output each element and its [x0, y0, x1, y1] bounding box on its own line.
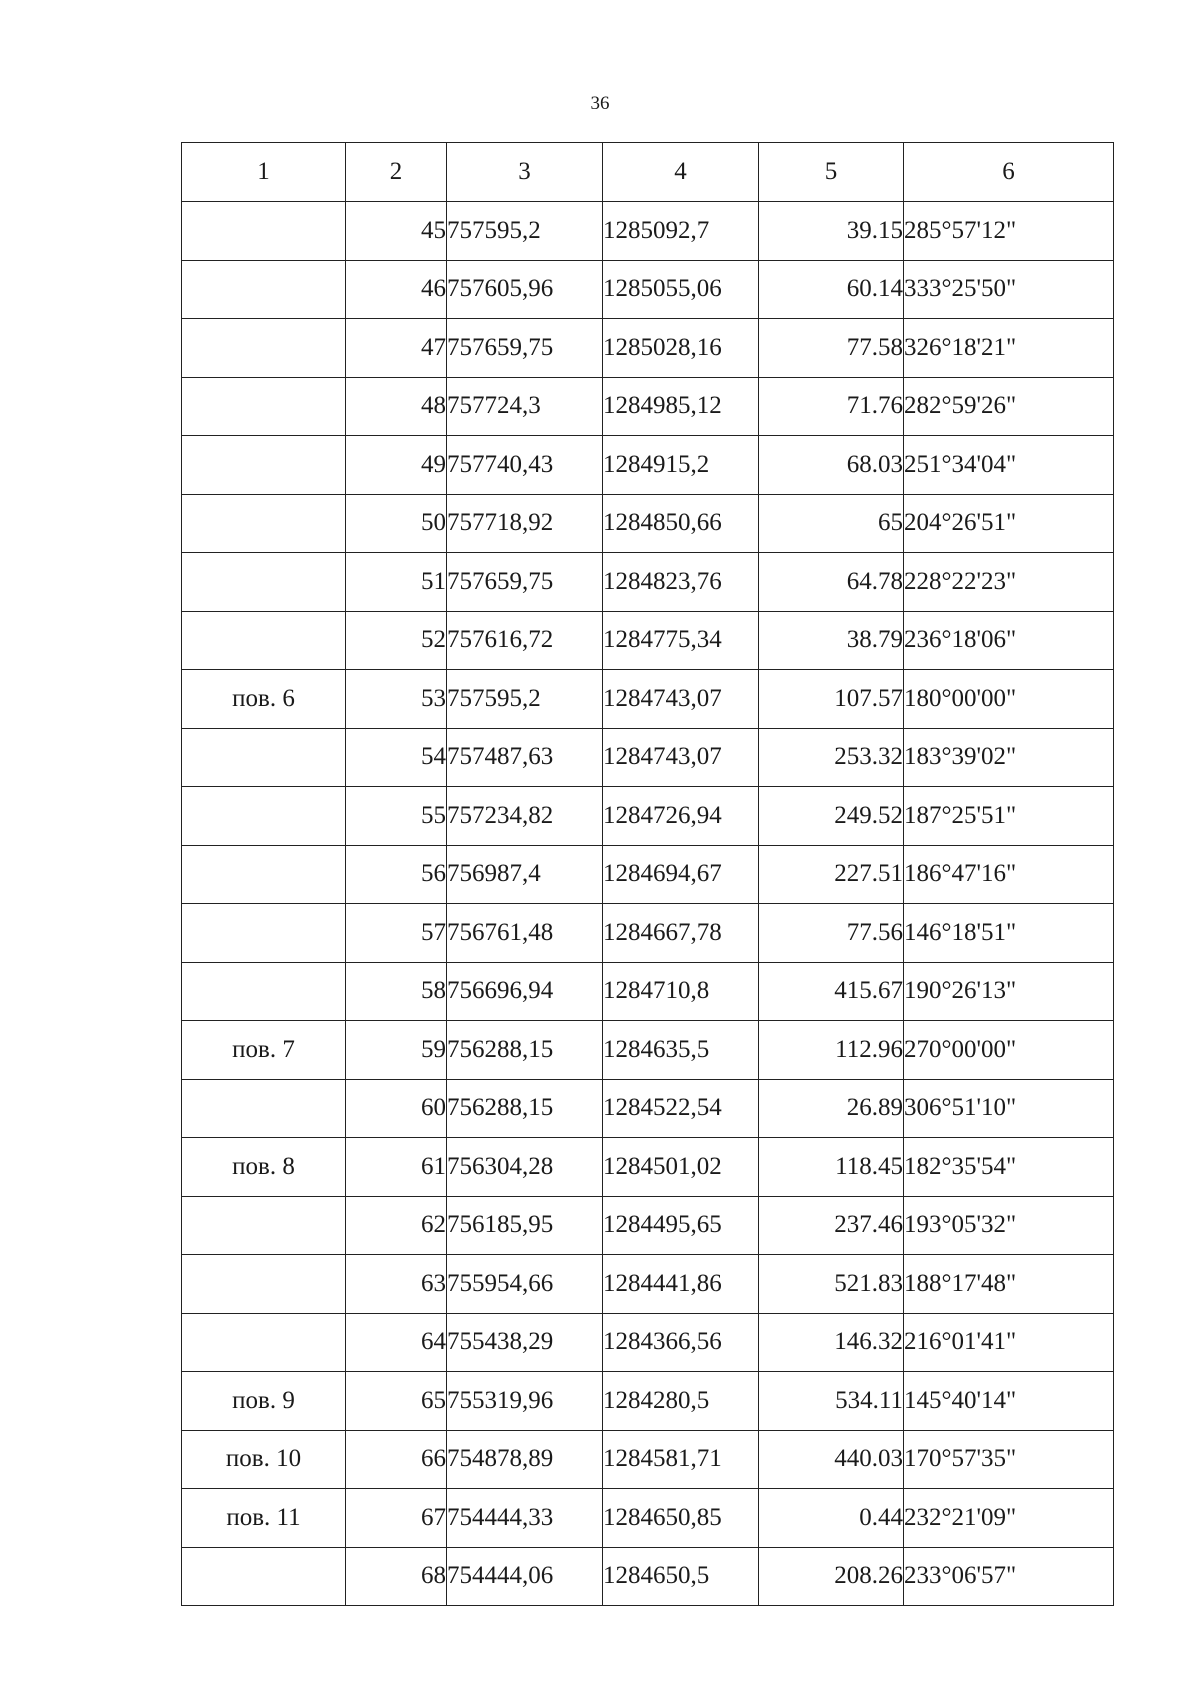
cell-distance: 68.03	[759, 436, 904, 495]
cell-point-number: 57	[346, 904, 447, 963]
cell-distance: 146.32	[759, 1313, 904, 1372]
cell-coord-y: 1285055,06	[603, 260, 759, 319]
cell-distance: 249.52	[759, 787, 904, 846]
cell-point-number: 47	[346, 319, 447, 378]
table-row	[182, 611, 1114, 670]
cell-coord-x: 754444,06	[447, 1547, 603, 1606]
table-row	[182, 1138, 1114, 1197]
cell-bearing: 251°34'04"	[904, 436, 1114, 495]
cell-coord-y: 1284710,8	[603, 962, 759, 1021]
table-row	[182, 1255, 1114, 1314]
cell-coord-x: 756696,94	[447, 962, 603, 1021]
cell-distance: 60.14	[759, 260, 904, 319]
cell-coord-x: 757234,82	[447, 787, 603, 846]
cell-coord-x: 756761,48	[447, 904, 603, 963]
cell-coord-y: 1284667,78	[603, 904, 759, 963]
cell-coord-y: 1284985,12	[603, 377, 759, 436]
cell-point-number: 45	[346, 202, 447, 261]
table-row	[182, 319, 1114, 378]
cell-bearing: 188°17'48"	[904, 1255, 1114, 1314]
cell-distance: 38.79	[759, 611, 904, 670]
table-row	[182, 1021, 1114, 1080]
cell-distance: 534.11	[759, 1372, 904, 1431]
cell-turn-label	[182, 1313, 346, 1372]
cell-bearing: 270°00'00"	[904, 1021, 1114, 1080]
table-row	[182, 1489, 1114, 1548]
cell-bearing: 326°18'21"	[904, 319, 1114, 378]
cell-turn-label	[182, 904, 346, 963]
cell-point-number: 67	[346, 1489, 447, 1548]
cell-turn-label	[182, 611, 346, 670]
cell-point-number: 54	[346, 728, 447, 787]
cell-distance: 415.67	[759, 962, 904, 1021]
table-row	[182, 1547, 1114, 1606]
cell-coord-x: 754444,33	[447, 1489, 603, 1548]
cell-bearing: 190°26'13"	[904, 962, 1114, 1021]
cell-bearing: 228°22'23"	[904, 553, 1114, 612]
header-col-2: 2	[346, 143, 447, 202]
page-number: 36	[590, 93, 610, 114]
cell-coord-y: 1284915,2	[603, 436, 759, 495]
table-row	[182, 494, 1114, 553]
cell-coord-x: 757595,2	[447, 202, 603, 261]
cell-bearing: 186°47'16"	[904, 845, 1114, 904]
cell-coord-y: 1284635,5	[603, 1021, 759, 1080]
cell-turn-label	[182, 1547, 346, 1606]
cell-coord-y: 1284581,71	[603, 1430, 759, 1489]
header-col-1: 1	[182, 143, 346, 202]
cell-turn-label	[182, 787, 346, 846]
cell-coord-y: 1284850,66	[603, 494, 759, 553]
cell-coord-x: 755438,29	[447, 1313, 603, 1372]
table-header	[182, 143, 1114, 202]
table-row	[182, 962, 1114, 1021]
table-row	[182, 260, 1114, 319]
cell-turn-label	[182, 494, 346, 553]
table-row	[182, 1313, 1114, 1372]
cell-distance: 77.58	[759, 319, 904, 378]
cell-bearing: 306°51'10"	[904, 1079, 1114, 1138]
table-row	[182, 787, 1114, 846]
cell-point-number: 68	[346, 1547, 447, 1606]
cell-coord-x: 757718,92	[447, 494, 603, 553]
cell-bearing: 236°18'06"	[904, 611, 1114, 670]
cell-turn-label	[182, 553, 346, 612]
cell-turn-label: пов. 9	[182, 1372, 346, 1431]
cell-point-number: 63	[346, 1255, 447, 1314]
cell-turn-label: пов. 7	[182, 1021, 346, 1080]
cell-coord-y: 1284743,07	[603, 728, 759, 787]
cell-point-number: 49	[346, 436, 447, 495]
header-col-3: 3	[447, 143, 603, 202]
cell-bearing: 232°21'09"	[904, 1489, 1114, 1548]
cell-point-number: 64	[346, 1313, 447, 1372]
table-body	[182, 202, 1114, 1606]
cell-coord-x: 757659,75	[447, 553, 603, 612]
cell-bearing: 204°26'51"	[904, 494, 1114, 553]
cell-bearing: 193°05'32"	[904, 1196, 1114, 1255]
table-row	[182, 1430, 1114, 1489]
cell-coord-x: 755954,66	[447, 1255, 603, 1314]
cell-point-number: 58	[346, 962, 447, 1021]
cell-coord-x: 757616,72	[447, 611, 603, 670]
cell-coord-y: 1285092,7	[603, 202, 759, 261]
table-row	[182, 377, 1114, 436]
cell-point-number: 60	[346, 1079, 447, 1138]
table-row	[182, 436, 1114, 495]
cell-coord-y: 1284823,76	[603, 553, 759, 612]
cell-coord-y: 1284522,54	[603, 1079, 759, 1138]
cell-point-number: 66	[346, 1430, 447, 1489]
cell-bearing: 216°01'41"	[904, 1313, 1114, 1372]
cell-turn-label	[182, 377, 346, 436]
cell-coord-y: 1284650,85	[603, 1489, 759, 1548]
cell-distance: 65	[759, 494, 904, 553]
cell-distance: 440.03	[759, 1430, 904, 1489]
table-row	[182, 553, 1114, 612]
cell-point-number: 53	[346, 670, 447, 729]
cell-turn-label	[182, 1196, 346, 1255]
cell-coord-y: 1284650,5	[603, 1547, 759, 1606]
table-row	[182, 1196, 1114, 1255]
cell-point-number: 50	[346, 494, 447, 553]
table-row	[182, 728, 1114, 787]
cell-bearing: 333°25'50"	[904, 260, 1114, 319]
cell-coord-x: 754878,89	[447, 1430, 603, 1489]
table-row	[182, 670, 1114, 729]
cell-bearing: 145°40'14"	[904, 1372, 1114, 1431]
cell-turn-label	[182, 1255, 346, 1314]
cell-coord-y: 1284280,5	[603, 1372, 759, 1431]
cell-coord-x: 756288,15	[447, 1021, 603, 1080]
cell-coord-x: 757487,63	[447, 728, 603, 787]
cell-point-number: 51	[346, 553, 447, 612]
cell-distance: 253.32	[759, 728, 904, 787]
table-row	[182, 1372, 1114, 1431]
coordinates-table	[181, 142, 1114, 1606]
cell-turn-label	[182, 728, 346, 787]
cell-turn-label	[182, 260, 346, 319]
cell-point-number: 52	[346, 611, 447, 670]
cell-distance: 77.56	[759, 904, 904, 963]
cell-coord-y: 1284726,94	[603, 787, 759, 846]
header-col-4: 4	[603, 143, 759, 202]
cell-coord-x: 756987,4	[447, 845, 603, 904]
cell-bearing: 170°57'35"	[904, 1430, 1114, 1489]
cell-turn-label	[182, 962, 346, 1021]
cell-coord-y: 1284501,02	[603, 1138, 759, 1197]
header-row	[182, 143, 1114, 202]
cell-coord-x: 757724,3	[447, 377, 603, 436]
cell-bearing: 187°25'51"	[904, 787, 1114, 846]
cell-coord-x: 757595,2	[447, 670, 603, 729]
cell-coord-x: 756288,15	[447, 1079, 603, 1138]
cell-bearing: 282°59'26"	[904, 377, 1114, 436]
cell-distance: 39.15	[759, 202, 904, 261]
cell-point-number: 65	[346, 1372, 447, 1431]
cell-bearing: 180°00'00"	[904, 670, 1114, 729]
cell-turn-label: пов. 10	[182, 1430, 346, 1489]
cell-turn-label	[182, 202, 346, 261]
cell-coord-y: 1284775,34	[603, 611, 759, 670]
table-row	[182, 904, 1114, 963]
cell-coord-x: 757740,43	[447, 436, 603, 495]
cell-turn-label	[182, 319, 346, 378]
cell-point-number: 62	[346, 1196, 447, 1255]
cell-distance: 26.89	[759, 1079, 904, 1138]
cell-point-number: 48	[346, 377, 447, 436]
cell-turn-label: пов. 8	[182, 1138, 346, 1197]
cell-distance: 521.83	[759, 1255, 904, 1314]
cell-point-number: 61	[346, 1138, 447, 1197]
cell-point-number: 55	[346, 787, 447, 846]
cell-distance: 237.46	[759, 1196, 904, 1255]
cell-coord-y: 1284441,86	[603, 1255, 759, 1314]
cell-distance: 112.96	[759, 1021, 904, 1080]
cell-distance: 208.26	[759, 1547, 904, 1606]
cell-coord-y: 1284694,67	[603, 845, 759, 904]
cell-turn-label	[182, 436, 346, 495]
cell-point-number: 59	[346, 1021, 447, 1080]
cell-distance: 64.78	[759, 553, 904, 612]
cell-bearing: 182°35'54"	[904, 1138, 1114, 1197]
cell-distance: 0.44	[759, 1489, 904, 1548]
cell-coord-y: 1285028,16	[603, 319, 759, 378]
table-row	[182, 1079, 1114, 1138]
cell-distance: 118.45	[759, 1138, 904, 1197]
cell-coord-y: 1284366,56	[603, 1313, 759, 1372]
cell-distance: 227.51	[759, 845, 904, 904]
cell-turn-label: пов. 11	[182, 1489, 346, 1548]
cell-point-number: 46	[346, 260, 447, 319]
cell-coord-x: 756185,95	[447, 1196, 603, 1255]
table-row	[182, 202, 1114, 261]
cell-coord-y: 1284495,65	[603, 1196, 759, 1255]
cell-coord-x: 755319,96	[447, 1372, 603, 1431]
cell-coord-x: 756304,28	[447, 1138, 603, 1197]
cell-turn-label: пов. 6	[182, 670, 346, 729]
cell-bearing: 285°57'12"	[904, 202, 1114, 261]
cell-turn-label	[182, 1079, 346, 1138]
cell-turn-label	[182, 845, 346, 904]
cell-bearing: 233°06'57"	[904, 1547, 1114, 1606]
table-row	[182, 845, 1114, 904]
cell-distance: 71.76	[759, 377, 904, 436]
header-col-5: 5	[759, 143, 904, 202]
cell-point-number: 56	[346, 845, 447, 904]
cell-distance: 107.57	[759, 670, 904, 729]
cell-bearing: 183°39'02"	[904, 728, 1114, 787]
cell-coord-y: 1284743,07	[603, 670, 759, 729]
cell-coord-x: 757659,75	[447, 319, 603, 378]
header-col-6: 6	[904, 143, 1114, 202]
cell-coord-x: 757605,96	[447, 260, 603, 319]
cell-bearing: 146°18'51"	[904, 904, 1114, 963]
